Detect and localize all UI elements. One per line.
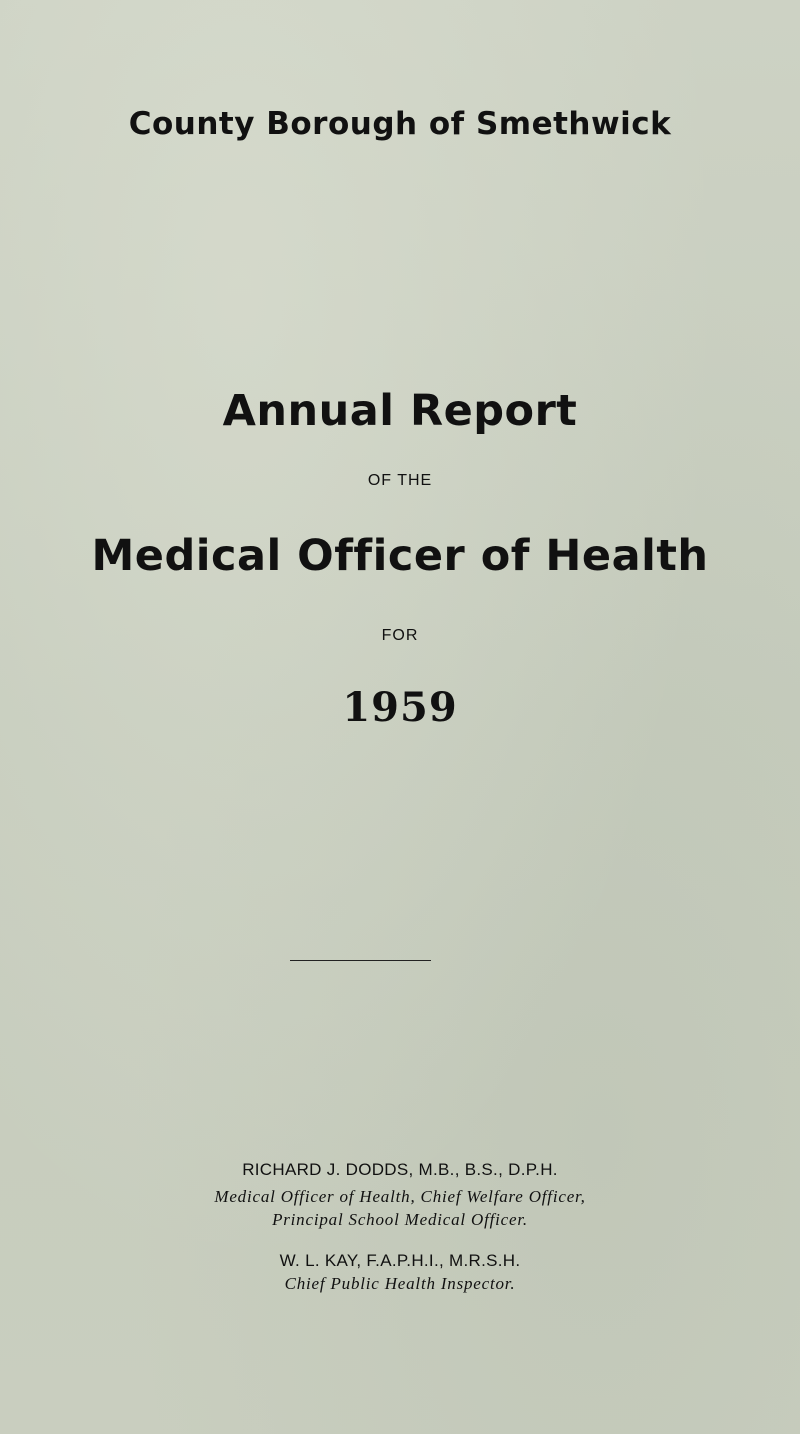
council-name: County Borough of Smethwick <box>128 106 672 142</box>
title-connector-for: FOR <box>381 627 419 644</box>
author-name-dodds: RICHARD J. DODDS, M.B., B.S., D.P.H. <box>242 1160 558 1179</box>
author-role-dodds-line1: Medical Officer of Health, Chief Welfare Officer, <box>214 1187 586 1206</box>
report-title: Annual Report <box>222 386 578 436</box>
author-name-kay: W. L. KAY, F.A.P.H.I., M.R.S.H. <box>279 1251 521 1270</box>
title-connector-of-the: OF THE <box>367 472 433 489</box>
author-role-dodds-line2: Principal School Medical Officer. <box>272 1210 528 1229</box>
officer-title: Medical Officer of Health <box>91 531 709 581</box>
divider-rule <box>290 960 431 961</box>
author-role-kay: Chief Public Health Inspector. <box>284 1274 516 1293</box>
report-year: 1959 <box>342 684 458 731</box>
